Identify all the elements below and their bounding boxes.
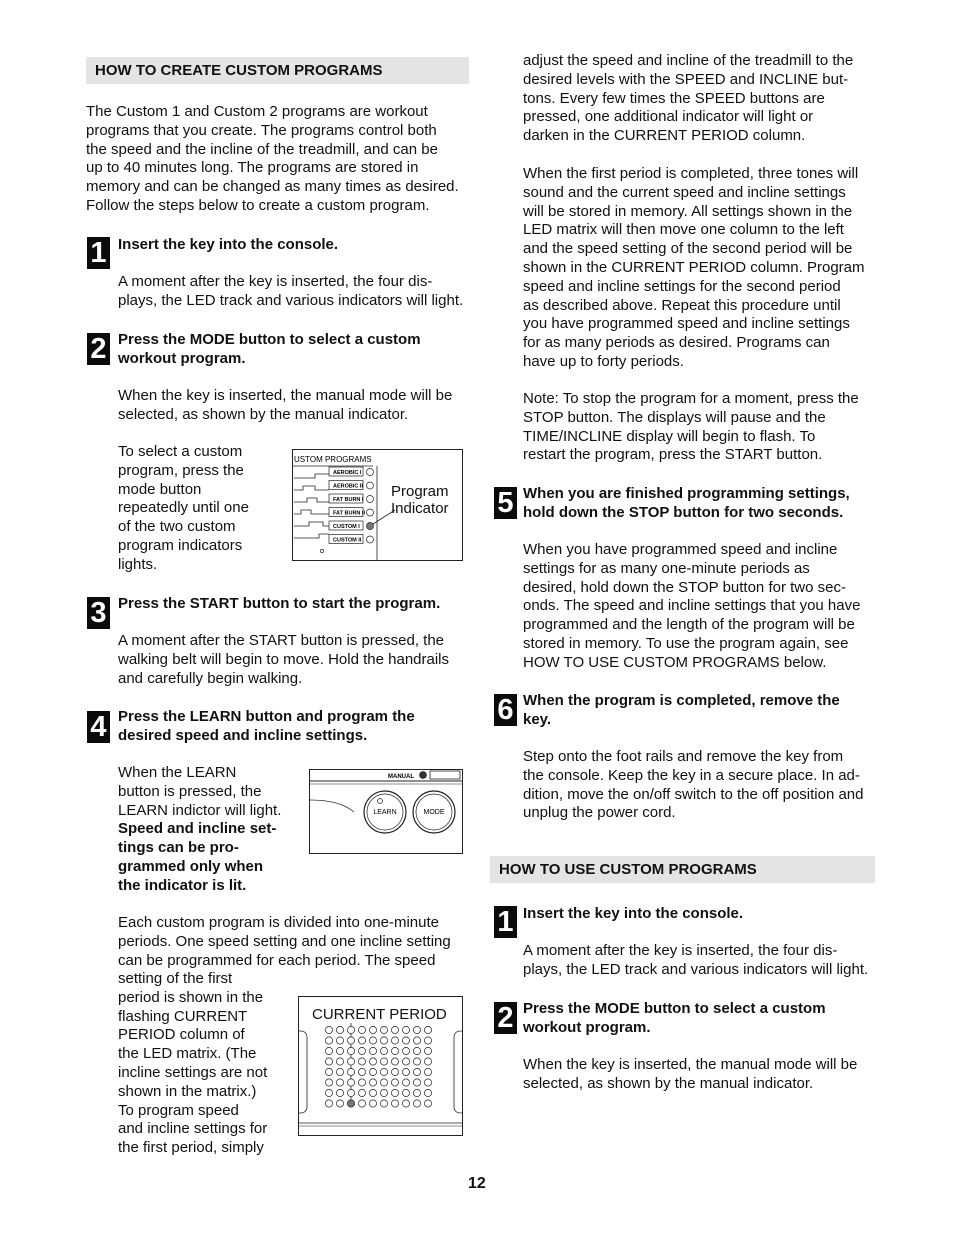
step-number-3: 3 bbox=[87, 597, 110, 629]
text-line: grammed only when bbox=[118, 857, 264, 875]
text-line: When the key is inserted, the manual mode will be bbox=[118, 387, 453, 404]
text-line: HOW TO USE CUSTOM PROGRAMS below. bbox=[523, 653, 827, 671]
text-line: shown in the matrix.) bbox=[118, 1082, 257, 1100]
text-line: sound and the current speed and incline settings bbox=[523, 183, 846, 201]
led-dot bbox=[336, 1058, 343, 1065]
led-dot bbox=[380, 1100, 387, 1107]
text-line: up to 40 minutes long. The programs are stored in bbox=[86, 159, 419, 177]
section-heading-use: HOW TO USE CUSTOM PROGRAMS bbox=[490, 856, 875, 883]
program-indicator-callout bbox=[391, 483, 449, 517]
text-line: LEARN indictor will light. bbox=[118, 801, 282, 819]
program-indicator-light bbox=[367, 469, 374, 476]
text-line: Speed and incline set- bbox=[118, 820, 277, 838]
page-number: 12 bbox=[468, 1175, 486, 1192]
led-dot bbox=[369, 1037, 376, 1044]
learn-mode-panel-drawing bbox=[310, 770, 462, 853]
text-line: hold down the STOP button for two seconds. bbox=[523, 503, 844, 521]
text-line: PERIOD column of bbox=[118, 1026, 245, 1044]
led-dot bbox=[336, 1100, 343, 1107]
text-line: To select a custom bbox=[118, 443, 243, 460]
program-indicator-light bbox=[367, 523, 374, 530]
text-line: the indicator is lit. bbox=[118, 876, 247, 894]
program-item-label: CUSTOM II bbox=[333, 537, 362, 544]
text-line: period is shown in the bbox=[118, 988, 264, 1006]
program-item-label: AEROBIC II bbox=[333, 483, 363, 490]
led-dot bbox=[347, 1047, 354, 1054]
led-dot bbox=[325, 1089, 332, 1096]
text-line: the LED matrix. (The bbox=[118, 1045, 257, 1063]
led-dot bbox=[358, 1089, 365, 1096]
period-paragraph bbox=[523, 165, 883, 372]
mode-button bbox=[413, 791, 455, 833]
led-dot bbox=[325, 1047, 332, 1054]
step-2-side-text bbox=[118, 443, 288, 575]
use-step-1-body bbox=[523, 942, 883, 980]
text-line: Press the LEARN button and program the bbox=[118, 708, 415, 725]
current-period-figure bbox=[298, 996, 463, 1136]
use-step-number-2: 2 bbox=[494, 1002, 517, 1034]
text-line: memory and can be changed as many times as desired. bbox=[86, 178, 459, 196]
led-dot bbox=[347, 1058, 354, 1065]
step-number-4: 4 bbox=[87, 711, 110, 743]
led-dot bbox=[413, 1079, 420, 1086]
led-dot bbox=[413, 1068, 420, 1075]
step-4-paragraph-side bbox=[118, 970, 288, 1158]
text-line: lights. bbox=[118, 555, 158, 573]
text-line: A moment after the key is inserted, the four dis- bbox=[118, 273, 433, 290]
step-number-6: 6 bbox=[494, 694, 517, 726]
step-4-side-text bbox=[118, 764, 298, 896]
led-dot bbox=[380, 1037, 387, 1044]
led-dot bbox=[424, 1089, 431, 1096]
led-dot bbox=[369, 1100, 376, 1107]
text-line: periods. One speed setting and one incline setting bbox=[118, 932, 451, 950]
led-dot bbox=[358, 1037, 365, 1044]
text-line: restart the program, press the START button. bbox=[523, 446, 823, 464]
step-4-paragraph bbox=[118, 914, 478, 970]
led-dot bbox=[402, 1037, 409, 1044]
program-item-label: FAT BURN II bbox=[333, 510, 365, 517]
led-dot bbox=[380, 1026, 387, 1033]
led-dot bbox=[402, 1068, 409, 1075]
led-dot bbox=[413, 1058, 420, 1065]
use-step-2-title bbox=[523, 1000, 883, 1038]
step-4-title bbox=[118, 708, 468, 746]
program-indicator-light bbox=[367, 482, 374, 489]
text-line: and carefully begin walking. bbox=[118, 669, 303, 687]
text-line: onds. The speed and incline settings that you have bbox=[523, 597, 861, 615]
text-line: stored in memory. To use the program again, see bbox=[523, 634, 849, 652]
text-line: program, press the bbox=[118, 461, 244, 479]
text-line: desired speed and incline settings. bbox=[118, 726, 368, 744]
learn-mode-figure bbox=[309, 769, 463, 854]
text-line: STOP button. The displays will pause and the bbox=[523, 408, 826, 426]
text-line: Note: To stop the program for a moment, press the bbox=[523, 390, 859, 407]
step-2-title bbox=[118, 331, 468, 369]
text-line: workout program. bbox=[523, 1018, 651, 1036]
text-line: you have programmed speed and incline settings bbox=[523, 315, 850, 333]
text-line: the console. Keep the key in a secure place. In ad- bbox=[523, 766, 860, 784]
text-line: flashing CURRENT bbox=[118, 1007, 248, 1025]
text-line: A moment after the START button is pressed, the bbox=[118, 632, 445, 649]
step-1-title: Insert the key into the console. bbox=[118, 236, 339, 253]
text-line: speed and incline settings for the second period bbox=[523, 277, 841, 295]
text-line: To program speed bbox=[118, 1101, 239, 1119]
text-line: button is pressed, the bbox=[118, 782, 262, 800]
text-line: for as many periods as desired. Programs can bbox=[523, 334, 830, 352]
text-line: and incline settings for bbox=[118, 1120, 268, 1138]
led-dot bbox=[325, 1037, 332, 1044]
step-number-5: 5 bbox=[494, 487, 517, 519]
mode-label: MODE bbox=[423, 809, 445, 816]
led-dot bbox=[413, 1089, 420, 1096]
section-heading-create: HOW TO CREATE CUSTOM PROGRAMS bbox=[86, 57, 469, 84]
led-dot bbox=[325, 1026, 332, 1033]
program-indicator-light bbox=[367, 536, 374, 543]
led-dot bbox=[413, 1100, 420, 1107]
led-dot bbox=[358, 1068, 365, 1075]
text-line: dition, move the on/off switch to the off position and bbox=[523, 785, 864, 803]
led-dot bbox=[347, 1068, 354, 1075]
led-dot bbox=[413, 1047, 420, 1054]
text-line: key. bbox=[523, 710, 552, 728]
led-dot bbox=[424, 1047, 431, 1054]
led-dot bbox=[424, 1037, 431, 1044]
led-dot bbox=[391, 1037, 398, 1044]
text-line: mode button bbox=[118, 480, 202, 498]
text-line: workout program. bbox=[118, 349, 246, 367]
use-step-1-title: Insert the key into the console. bbox=[523, 905, 744, 922]
text-line: A moment after the key is inserted, the four dis- bbox=[523, 942, 838, 959]
text-line: of the two custom bbox=[118, 518, 236, 536]
led-dot bbox=[402, 1089, 409, 1096]
learn-button bbox=[364, 791, 406, 833]
program-indicator-light bbox=[367, 509, 374, 516]
led-dot bbox=[380, 1058, 387, 1065]
text-line: When the first period is completed, three tones will bbox=[523, 165, 859, 182]
led-dot bbox=[336, 1037, 343, 1044]
continued-paragraph bbox=[523, 52, 883, 146]
text-line: Each custom program is divided into one-minute bbox=[118, 914, 439, 931]
panel-header: USTOM PROGRAMS bbox=[294, 455, 372, 464]
text-line: selected, as shown by the manual indicator. bbox=[118, 405, 409, 423]
text-line: When the key is inserted, the manual mode will be bbox=[523, 1056, 858, 1073]
led-dot bbox=[413, 1026, 420, 1033]
led-dot bbox=[336, 1079, 343, 1086]
step-3-body bbox=[118, 632, 478, 688]
led-dot bbox=[402, 1047, 409, 1054]
step-6-title bbox=[523, 692, 883, 730]
text-line: the first period, simply bbox=[118, 1139, 264, 1157]
led-dot bbox=[358, 1047, 365, 1054]
led-dot bbox=[402, 1058, 409, 1065]
text-line: incline settings are not bbox=[118, 1063, 268, 1081]
led-dot bbox=[347, 1089, 354, 1096]
led-dot bbox=[369, 1079, 376, 1086]
program-item-label: FAT BURN I bbox=[333, 497, 364, 503]
led-dot bbox=[380, 1047, 387, 1054]
led-dot bbox=[424, 1100, 431, 1107]
led-dot bbox=[358, 1079, 365, 1086]
led-dot bbox=[369, 1047, 376, 1054]
text-line: settings for as many one-minute periods as bbox=[523, 559, 810, 577]
step-number-1: 1 bbox=[87, 237, 110, 269]
text-line: LED matrix will then move one column to the left bbox=[523, 221, 844, 239]
led-dot bbox=[347, 1100, 354, 1107]
text-line: programmed and the length of the program will be bbox=[523, 616, 855, 634]
text-line: desired, hold down the STOP button for two sec- bbox=[523, 578, 846, 596]
text-line: Press the MODE button to select a custom bbox=[118, 331, 421, 348]
led-dot bbox=[424, 1079, 431, 1086]
text-line: When you are finished programming settings, bbox=[523, 485, 850, 502]
led-dot bbox=[369, 1026, 376, 1033]
led-dot bbox=[380, 1079, 387, 1086]
text-line: can be programmed for each period. The speed bbox=[118, 951, 436, 969]
text-line: and the speed setting of the second period will be bbox=[523, 240, 853, 258]
text-line: Press the MODE button to select a custom bbox=[523, 1000, 826, 1017]
text-line: desired levels with the SPEED and INCLINE but- bbox=[523, 70, 849, 88]
led-dot bbox=[391, 1047, 398, 1054]
led-dot bbox=[347, 1026, 354, 1033]
led-dot bbox=[391, 1089, 398, 1096]
text-line: plays, the LED track and various indicators will light. bbox=[118, 291, 464, 309]
led-dot bbox=[424, 1058, 431, 1065]
text-line: will be stored in memory. All settings shown in the bbox=[523, 202, 853, 220]
text-line: unplug the power cord. bbox=[523, 804, 676, 822]
led-dot bbox=[391, 1100, 398, 1107]
program-item-label: CUSTOM I bbox=[333, 524, 360, 530]
led-dot bbox=[402, 1079, 409, 1086]
text-line: plays, the LED track and various indicators will light. bbox=[523, 960, 869, 978]
led-dot bbox=[358, 1058, 365, 1065]
led-dot bbox=[347, 1079, 354, 1086]
led-dot bbox=[402, 1026, 409, 1033]
intro-paragraph bbox=[86, 103, 476, 216]
step-2-body bbox=[118, 387, 478, 425]
text-line: walking belt will begin to move. Hold the handrails bbox=[118, 650, 450, 668]
led-dot bbox=[358, 1100, 365, 1107]
current-period-label: CURRENT PERIOD bbox=[312, 1006, 447, 1023]
text-line: selected, as shown by the manual indicator. bbox=[523, 1074, 814, 1092]
led-dot bbox=[336, 1047, 343, 1054]
led-dot bbox=[347, 1037, 354, 1044]
text-line: TIME/INCLINE display will begin to flash. To bbox=[523, 427, 816, 445]
led-dot bbox=[402, 1100, 409, 1107]
led-dot bbox=[380, 1089, 387, 1096]
led-dot bbox=[380, 1068, 387, 1075]
led-dot bbox=[391, 1058, 398, 1065]
text-line: Step onto the foot rails and remove the key from bbox=[523, 748, 844, 765]
led-dot bbox=[391, 1079, 398, 1086]
program-indicator-light bbox=[367, 496, 374, 503]
led-dot bbox=[369, 1068, 376, 1075]
text-line: shown in the CURRENT PERIOD column. Program bbox=[523, 258, 865, 276]
led-dot bbox=[424, 1026, 431, 1033]
text-line: The Custom 1 and Custom 2 programs are workout bbox=[86, 103, 428, 120]
manual-indicator bbox=[420, 772, 427, 779]
note-paragraph bbox=[523, 390, 883, 465]
led-dot bbox=[325, 1100, 332, 1107]
led-dot bbox=[325, 1068, 332, 1075]
use-step-number-1: 1 bbox=[494, 906, 517, 938]
led-dot bbox=[369, 1089, 376, 1096]
text-line: When you have programmed speed and incline bbox=[523, 541, 838, 558]
text-line: programs that you create. The programs control both bbox=[86, 121, 437, 139]
learn-indicator bbox=[378, 799, 383, 804]
text-line: tings can be pro- bbox=[118, 839, 239, 857]
callout-line: Program bbox=[391, 483, 449, 500]
text-line: darken in the CURRENT PERIOD column. bbox=[523, 127, 806, 145]
led-dot bbox=[413, 1037, 420, 1044]
led-dot bbox=[369, 1058, 376, 1065]
led-dot bbox=[325, 1079, 332, 1086]
led-dot bbox=[391, 1068, 398, 1075]
text-line: pressed, one additional indicator will light or bbox=[523, 108, 814, 126]
led-dot bbox=[391, 1026, 398, 1033]
text-line: repeatedly until one bbox=[118, 499, 249, 517]
led-dot bbox=[336, 1068, 343, 1075]
led-dot bbox=[336, 1089, 343, 1096]
text-line: Follow the steps below to create a custom program. bbox=[86, 196, 430, 214]
text-line: tons. Every few times the SPEED buttons are bbox=[523, 89, 825, 107]
callout-line: Indicator bbox=[391, 500, 449, 517]
program-item-label: AEROBIC I bbox=[333, 470, 362, 476]
step-number-2: 2 bbox=[87, 333, 110, 365]
text-line: program indicators bbox=[118, 536, 243, 554]
use-step-2-body bbox=[523, 1056, 883, 1094]
text-line: as described above. Repeat this procedure until bbox=[523, 296, 841, 314]
step-3-title: Press the START button to start the program. bbox=[118, 595, 441, 612]
led-dot bbox=[358, 1026, 365, 1033]
led-dot bbox=[325, 1058, 332, 1065]
step-5-body bbox=[523, 541, 883, 673]
step-6-body bbox=[523, 748, 883, 823]
text-line: When the program is completed, remove the bbox=[523, 692, 840, 709]
step-1-body bbox=[118, 273, 478, 311]
text-line: setting of the first bbox=[118, 970, 233, 987]
text-line: When the LEARN bbox=[118, 764, 237, 781]
custom-programs-figure bbox=[292, 449, 463, 561]
text-line: adjust the speed and incline of the treadmill to the bbox=[523, 52, 854, 69]
manual-label: MANUAL bbox=[388, 774, 414, 780]
text-line: the speed and the incline of the treadmill, and can be bbox=[86, 140, 438, 158]
text-line: have up to forty periods. bbox=[523, 352, 684, 370]
step-5-title bbox=[523, 485, 883, 523]
learn-label: LEARN bbox=[373, 809, 397, 816]
led-dot bbox=[336, 1026, 343, 1033]
led-dot bbox=[424, 1068, 431, 1075]
